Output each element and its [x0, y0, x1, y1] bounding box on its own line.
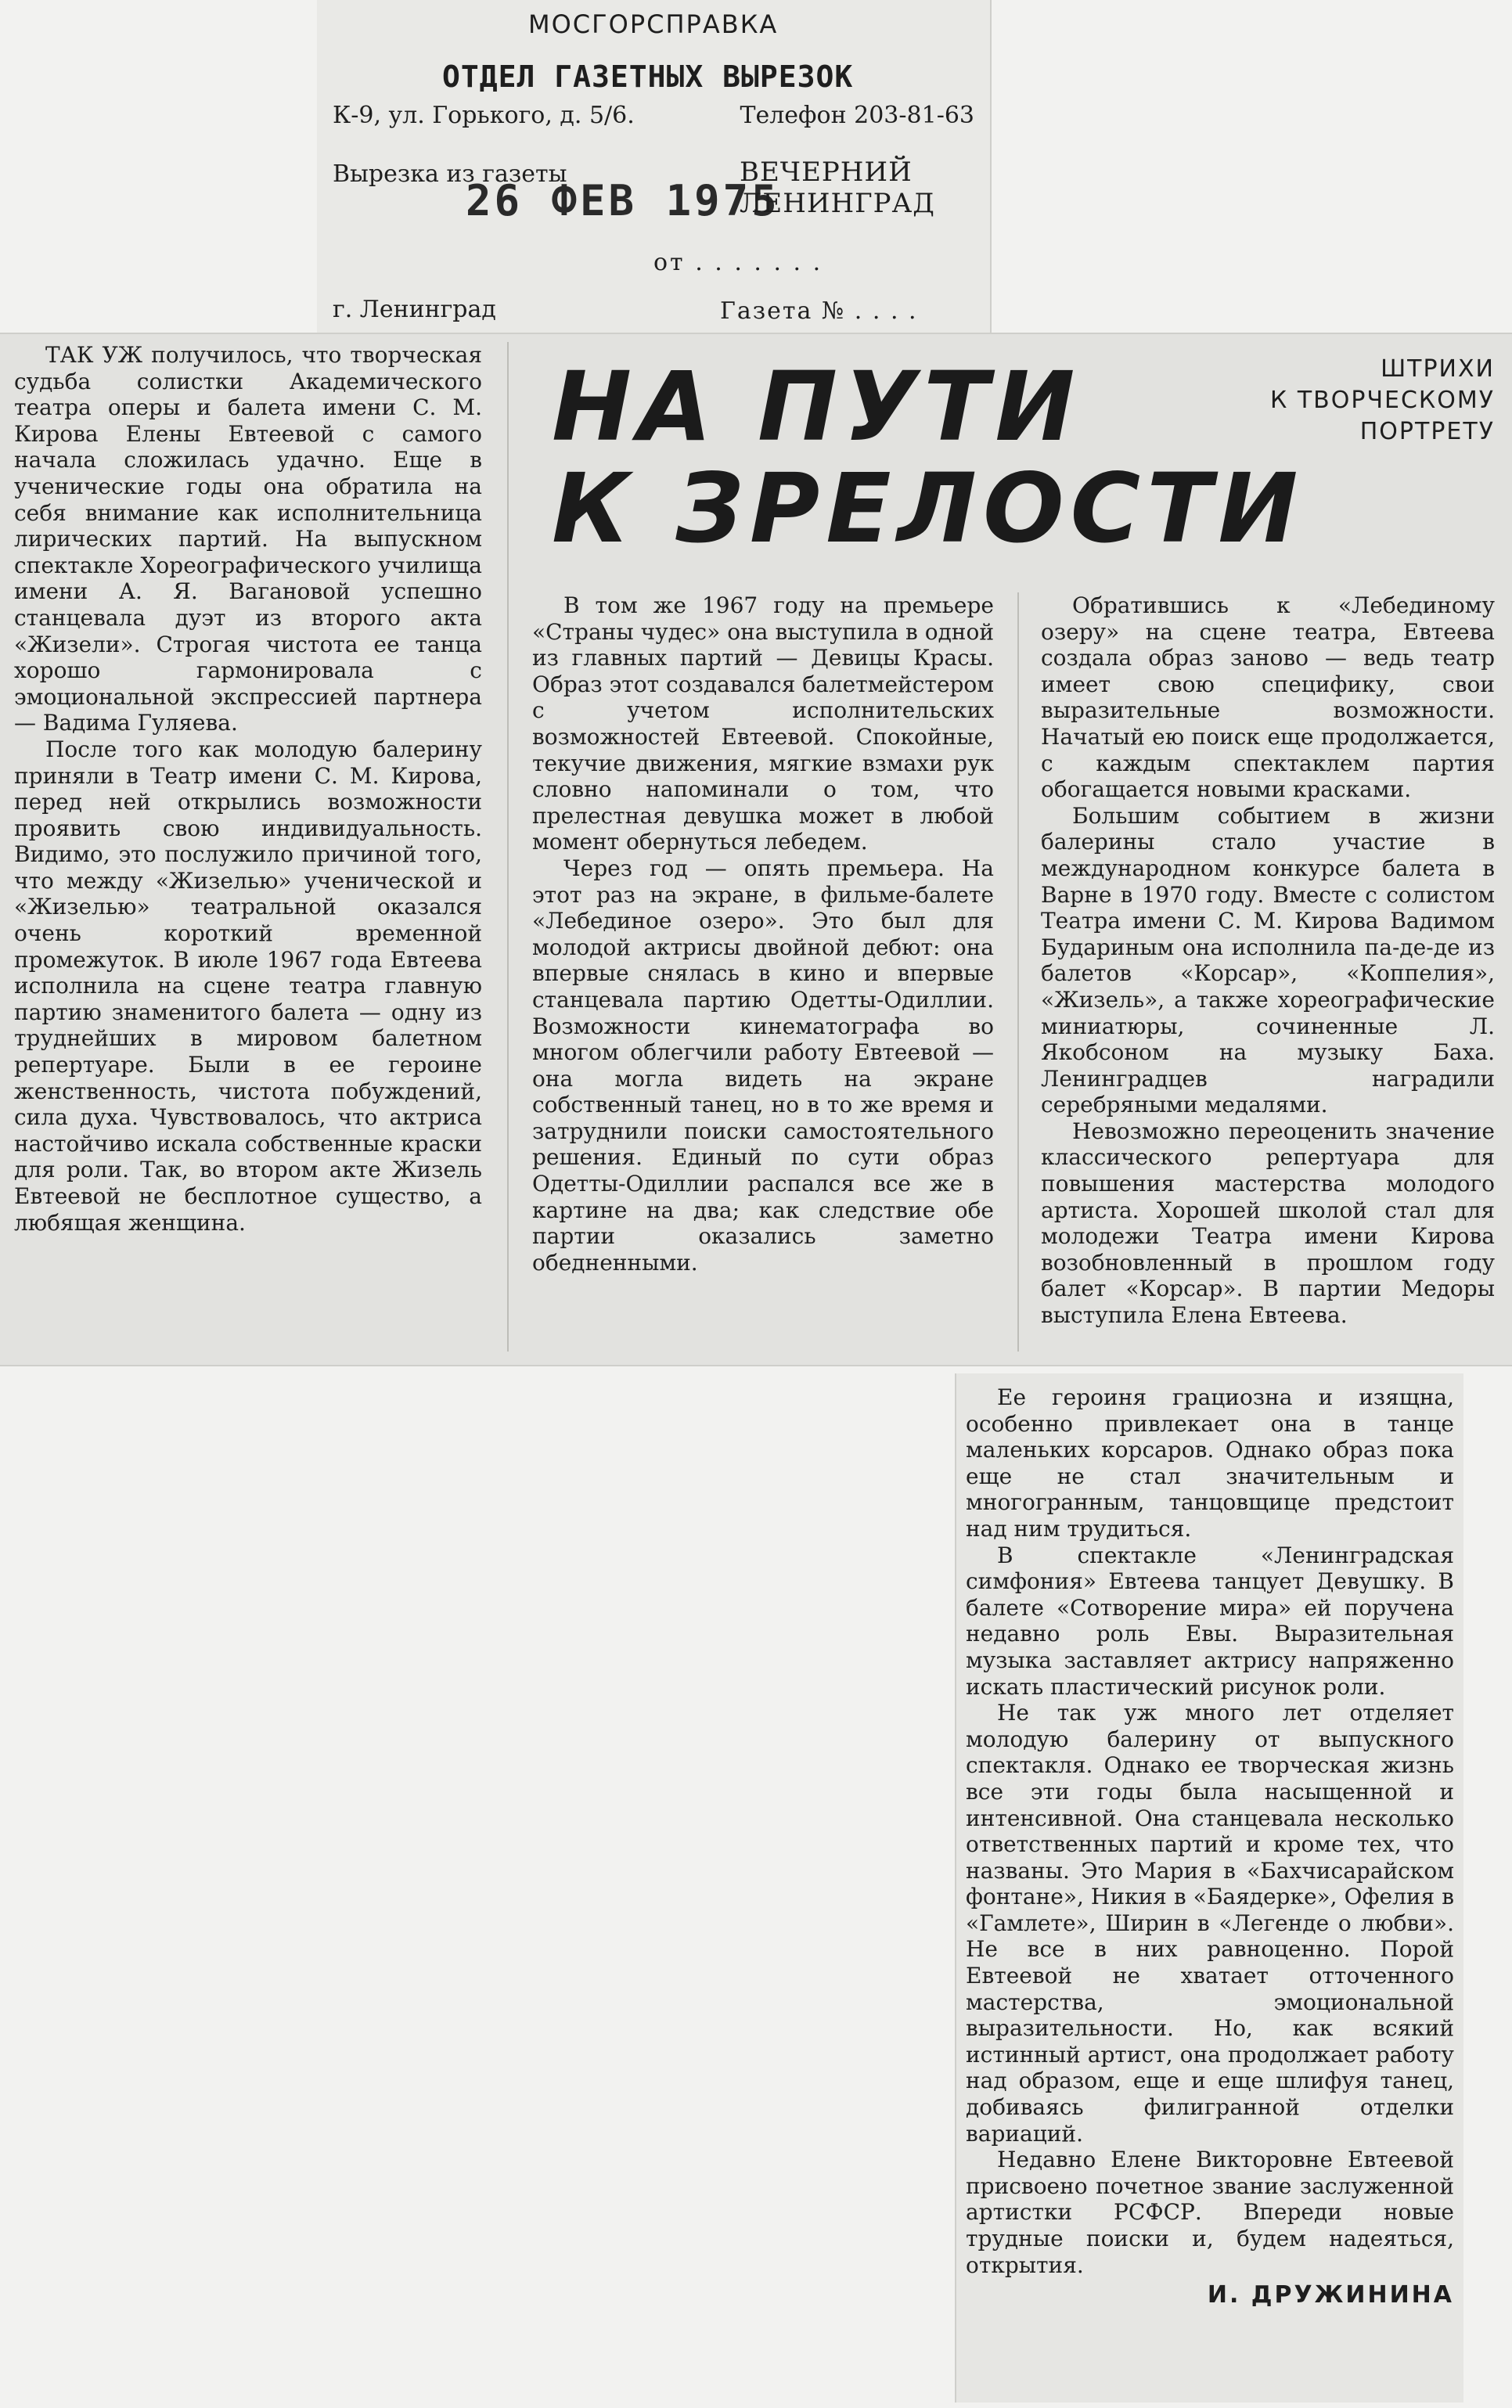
article-continuation — [955, 1373, 1463, 2403]
column-rule — [1017, 592, 1019, 1352]
article-headline: НА ПУТИ К ЗРЕЛОСТИ — [552, 351, 1305, 564]
stamp-cut-label: Вырезка из газеты — [333, 160, 567, 188]
column-rule — [507, 342, 509, 1352]
article-paragraph: Не так уж много лет отделяет молодую балерину от выпускного спектакля. Однако ее творческая жизнь все эти годы была насыщенной и интенсивной. Она станцевала несколько ответственных партий и кроме тех, что названы. Это Мария в «Бахчисарайском фонтане», Никия в «Баядерке», Офелия в «Гамлете», Ширин в «Легенде о любви». Не все в них равноценно. Порой Евтеевой не хватает отточенного мастерства, эмоциональной выразительности. Но, как всякий истинный артист, она продолжает работу над образом, еще и еще шлифуя танец, добиваясь филигранной отделки вариаций. — [966, 1700, 1454, 2147]
stamp-city: г. Ленинград — [333, 296, 496, 323]
article-paragraph: В том же 1967 году на премьере «Страны чудес» она выступила в одной из главных партий — Девицы Красы. Образ этот создавался балетмейстером с учетом исполнительских возможностей Евтеевой. Спокойные, текучие движения, мягкие взмахи рук словно напоминали о том, что прелестная девушка может в любой момент обернуться лебедем. — [532, 592, 994, 855]
stamp-from-label: от . . . . . . . — [653, 249, 823, 276]
article-paragraph: Большим событием в жизни балерины стало участие в международном конкурсе балета в Варне в 1970 году. Вместе с солистом Театра имени С. М. Кирова Вадимом Будариным она исполнила па-де-де из балетов «Корсар», «Коппелия», «Жизель», а также хореографические миниатюры, сочиненные Л. Якобсоном на музыку Баха. Ленинградцев наградили серебряными медалями. — [1041, 802, 1495, 1118]
stamp-phone: Телефон 203-81-63 — [740, 102, 974, 129]
article-paragraph: В спектакле «Ленинградская симфония» Евтеева танцует Девушку. В балете «Сотворение мира» ей поручена недавно роль Евы. Выразительная музыка заставляет актрису напряженно искать пластический рисунок роли. — [966, 1542, 1454, 1700]
article-rubric: ШТРИХИ К ТВОРЧЕСКОМУ ПОРТРЕТУ — [1270, 355, 1495, 445]
stamp-gazeta-label: Газета № . . . . — [720, 297, 918, 325]
stamp-paper-name: ВЕЧЕРНИЙ ЛЕНИНГРАД — [740, 157, 935, 219]
stamp-address: К-9, ул. Горького, д. 5/6. — [333, 102, 635, 129]
article-column-3 — [1041, 592, 1495, 1329]
article-paragraph: Ее героиня грациозна и изящна, особенно привлекает она в танце маленьких корсаров. Однако образ пока еще не стал значительным и многогранным, танцовщице предстоит над ним трудиться. — [966, 1384, 1454, 1542]
article-paragraph: После того как молодую балерину приняли в Театр имени С. М. Кирова, перед ней открылись возможности проявить свою индивидуальность. Видимо, это послужило причиной того, что между «Жизелью» ученической и «Жизелью» театральной оказался очень короткий временной промежуток. В июле 1967 года Евтеева исполнила на сцене театра главную партию знаменитого балета — одну из труднейших в мировом балетном репертуаре. Были в ее героине женственность, чистота побуждений, сила духа. Чувствовалось, что актриса настойчиво искала собственные краски для роли. Так, во втором акте Жизель Евтеевой не бесплотное существо, а любящая женщина. — [14, 736, 482, 1236]
article-paragraph: ТАК УЖ получилось, что творческая судьба солистки Академического театра оперы и балета имени С. М. Кирова Елены Евтеевой с самого начала сложилась удачно. Еще в ученические годы она обратила на себя внимание как исполнительница лирических партий. На выпускном спектакле Хореографического училища имени А. Я. Вагановой успешно станцевала дуэт из второго акта «Жизели». Строгая чистота ее танца хорошо гармонировала с эмоциональной экспрессией партнера — Вадима Гуляева. — [14, 342, 482, 736]
article-column-1 — [14, 342, 482, 1236]
stamp-date: 26 ФЕВ 1975 — [466, 176, 780, 225]
article-author: И. ДРУЖИНИНА — [1207, 2281, 1454, 2309]
article-column-4 — [966, 1384, 1454, 2278]
stamp-org: МОСГОРСПРАВКА — [528, 9, 779, 39]
article-paragraph: Недавно Елене Викторовне Евтеевой присвоено почетное звание заслуженной артистки РСФСР. Впереди новые трудные поиски и, будем надеяться, открытия. — [966, 2147, 1454, 2278]
article-paragraph: Обратившись к «Лебединому озеру» на сцене театра, Евтеева создала образ заново — ведь театр имеет свою специфику, свои выразительные возможности. Начатый ею поиск еще продолжается, с каждым спектаклем партия обогащается новыми красками. — [1041, 592, 1495, 803]
article-paragraph: Через год — опять премьера. На этот раз на экране, в фильме-балете «Лебединое озеро». Это был для молодой актрисы двойной дебют: она впервые снялась в кино и впервые станцевала партию Одетты-Одиллии. Возможности кинематографа во многом облегчили работу Евтеевой — она могла видеть на экране собственный танец, но в то же время и затруднили поиски самостоятельного решения. Единый по сути образ Одетты-Одиллии распался все же в картине на два; как следствие обе партии оказались заметно обедненными. — [532, 855, 994, 1276]
article-paragraph: Невозможно переоценить значение классического репертуара для повышения мастерства молодого артиста. Хорошей школой стал для молодежи Театра имени Кирова возобновленный в прошлом году балет «Корсар». В партии Медоры выступила Елена Евтеева. — [1041, 1118, 1495, 1329]
article-column-2 — [532, 592, 994, 1276]
stamp-department: ОТДЕЛ ГАЗЕТНЫХ ВЫРЕЗОК — [442, 59, 854, 94]
archive-stamp — [317, 0, 992, 337]
